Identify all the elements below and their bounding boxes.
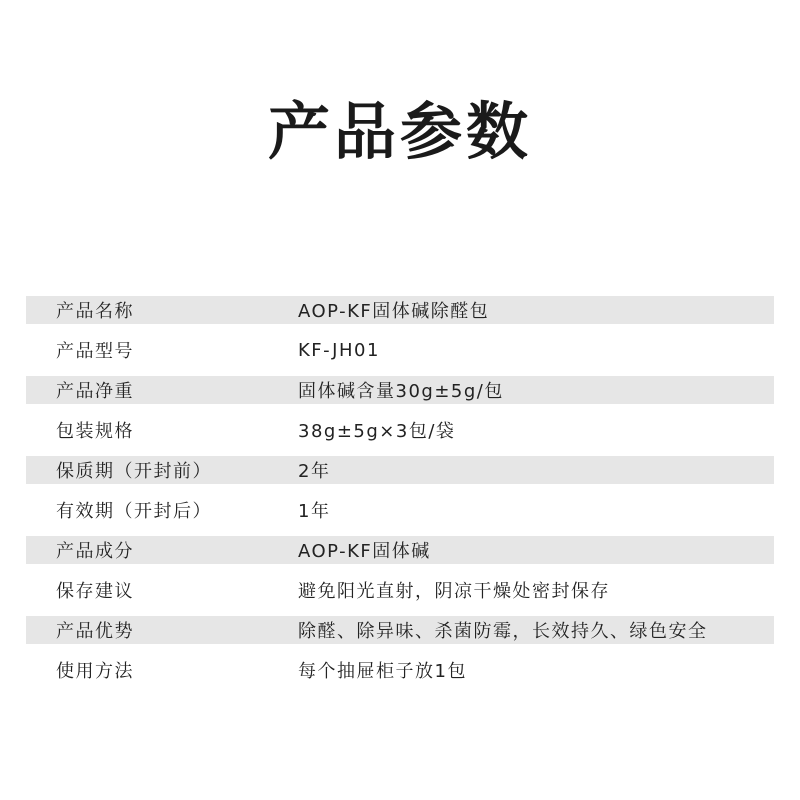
row-value: KF-JH01 <box>298 339 380 361</box>
row-value: 1年 <box>298 501 331 522</box>
table-row <box>26 576 774 604</box>
row-label: 包装规格 <box>56 421 134 442</box>
row-value: 固体碱含量30g±5g/包 <box>298 381 504 402</box>
table-row <box>26 536 774 564</box>
row-value: 2年 <box>298 461 331 482</box>
table-row <box>26 616 774 644</box>
row-label: 保质期（开封前） <box>56 461 212 482</box>
row-value: 38g±5g×3包/袋 <box>298 421 456 442</box>
row-label: 有效期（开封后） <box>56 501 212 522</box>
row-label: 产品型号 <box>56 341 134 362</box>
spec-table <box>26 296 774 696</box>
row-label: 产品优势 <box>56 621 134 642</box>
row-label: 产品净重 <box>56 381 134 402</box>
row-label: 产品名称 <box>56 301 134 322</box>
table-row <box>26 416 774 444</box>
row-label: 使用方法 <box>56 661 134 682</box>
row-label: 保存建议 <box>56 581 134 602</box>
table-row <box>26 456 774 484</box>
row-label: 产品成分 <box>56 541 134 562</box>
row-value: AOP-KF固体碱 <box>298 541 431 562</box>
row-value: 避免阳光直射，阴凉干燥处密封保存 <box>298 581 610 602</box>
table-row <box>26 656 774 684</box>
row-value: 除醛、除异味、杀菌防霉，长效持久、绿色安全 <box>298 621 708 642</box>
row-value: AOP-KF固体碱除醛包 <box>298 301 490 322</box>
row-value: 每个抽屉柜子放1包 <box>298 661 467 682</box>
page-title: 产品参数 <box>267 95 532 168</box>
table-row <box>26 496 774 524</box>
table-row <box>26 336 774 364</box>
table-row <box>26 296 774 324</box>
table-row <box>26 376 774 404</box>
